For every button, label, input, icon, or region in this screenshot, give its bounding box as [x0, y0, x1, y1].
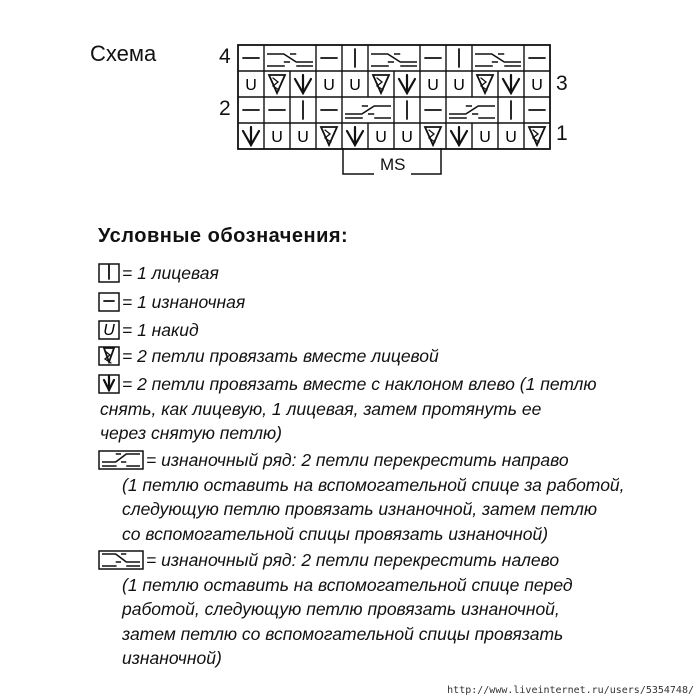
legend-item-cross-left [98, 548, 559, 572]
row-label-1: 1 [556, 122, 568, 145]
legend-text-line: следующую петлю провязать изнаночной, затем петлю [122, 499, 598, 519]
chart-cell-o [453, 77, 465, 94]
svg-text:U: U [245, 77, 257, 94]
chart-cell-kt [477, 75, 493, 93]
svg-text:U: U [453, 77, 465, 94]
chart-cell-o [323, 77, 335, 94]
legend-text-line: = 1 лицевая [122, 263, 219, 283]
legend-symbol-k2tog-icon [98, 346, 120, 366]
chart-title: Схема [90, 41, 157, 66]
legend-symbol-cross-right-icon [98, 450, 144, 470]
legend-text-line: (1 петлю оставить на вспомогательной спице перед [122, 574, 573, 595]
legend-text-line: работой, следующую петлю провязать изнаночной, [122, 599, 560, 619]
legend-item-k2tog [98, 344, 439, 368]
legend-symbol-cross-left-icon [98, 550, 144, 570]
svg-text:U: U [427, 77, 439, 94]
legend-text-line: (1 петлю оставить на вспомогательной спице за работой, [122, 474, 625, 495]
legend-heading: Условные обозначения: [98, 225, 349, 247]
legend-text-line: = 1 изнаночная [122, 292, 246, 312]
svg-text:U: U [323, 77, 335, 94]
chart-cell-cl [371, 54, 417, 66]
svg-text:U: U [375, 129, 387, 146]
svg-text:U: U [297, 129, 309, 146]
chart-cell-kt [269, 75, 285, 93]
chart-cell-cl [267, 54, 313, 66]
chart-cell-ssk [451, 127, 467, 145]
legend-text-line: = 2 петли провязать вместе лицевой [122, 346, 439, 366]
chart-cell-ssk [503, 75, 519, 93]
legend-symbol-yo-icon [98, 320, 120, 340]
legend-item-purl [98, 290, 245, 314]
chart-cell-o [245, 77, 257, 94]
ms-label: MS [380, 155, 406, 174]
legend-symbol-knit-icon [98, 263, 120, 283]
legend-text-line: = изнаночный ряд: 2 петли перекрестить налево [146, 550, 560, 570]
svg-text:U: U [479, 129, 491, 146]
chart-cell-ssk [399, 75, 415, 93]
legend-symbol-ssk-icon [98, 374, 120, 394]
chart-cell-cr [345, 106, 391, 118]
legend-text-line: = 2 петли провязать вместе с наклоном влево (1 петлю [122, 374, 597, 394]
source-url: http://www.liveinternet.ru/users/5354748/ [447, 685, 694, 696]
legend-item-cross-right [98, 448, 569, 472]
legend-text-line: со вспомогательной спицы провязать изнаночной) [122, 523, 549, 544]
legend-text-line: = изнаночный ряд: 2 петли перекрестить направо [146, 450, 569, 470]
row-label-2: 2 [219, 97, 231, 120]
svg-text:U: U [349, 77, 361, 94]
chart-cell-o [401, 129, 413, 146]
chart-cell-ssk [295, 75, 311, 93]
svg-text:U: U [271, 129, 283, 146]
svg-text:U: U [505, 129, 517, 146]
legend-text-line: снять, как лицевую, 1 лицевая, затем протянуть ее [100, 398, 542, 419]
legend-item-yo [98, 318, 199, 342]
chart-cell-ssk [243, 127, 259, 145]
chart-cell-kt [425, 127, 441, 145]
chart-cell-kt [321, 127, 337, 145]
chart-cell-o [505, 129, 517, 146]
row-label-4: 4 [219, 45, 231, 68]
chart-cell-kt [529, 127, 545, 145]
svg-text:U: U [103, 322, 115, 339]
chart-cell-o [297, 129, 309, 146]
chart-cell-o [479, 129, 491, 146]
knitting-chart-grid [237, 44, 551, 150]
legend-item-ssk [98, 372, 597, 396]
chart-cell-cl [475, 54, 521, 66]
legend-item-knit [98, 261, 219, 285]
legend-text-line: = 1 накид [122, 320, 199, 340]
legend-text-line: затем петлю со вспомогательной спицы провязать [122, 623, 564, 644]
chart-cell-o [531, 77, 543, 94]
chart-cell-o [427, 77, 439, 94]
svg-text:U: U [401, 129, 413, 146]
chart-cell-kt [373, 75, 389, 93]
legend-text-line: через снятую петлю) [100, 423, 282, 443]
legend-symbol-purl-icon [98, 292, 120, 312]
svg-text:U: U [531, 77, 543, 94]
legend-text-line: изнаночной) [122, 648, 222, 668]
chart-cell-ssk [347, 127, 363, 145]
chart-cell-o [375, 129, 387, 146]
chart-cell-cr [449, 106, 495, 118]
chart-cell-o [349, 77, 361, 94]
row-label-3: 3 [556, 72, 568, 95]
chart-cell-o [271, 129, 283, 146]
